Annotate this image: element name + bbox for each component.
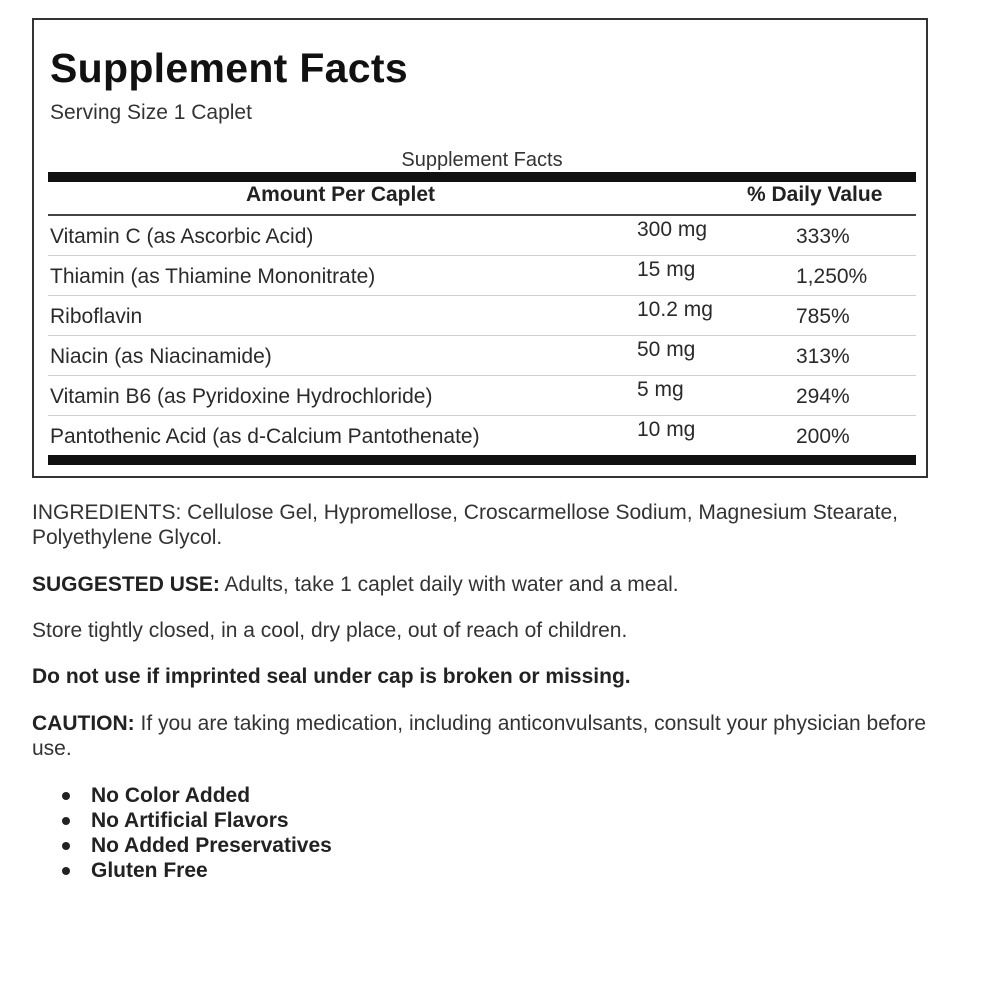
nutrient-daily-value: 1,250% (796, 265, 868, 288)
daily-value-header: % Daily Value (747, 183, 883, 206)
feature-label: No Added Preservatives (91, 834, 332, 857)
supplement-facts-panel (32, 18, 928, 478)
nutrient-amount: 10 mg (637, 418, 696, 441)
bullet-icon (62, 792, 70, 800)
list-item (58, 808, 332, 833)
table-row (48, 336, 916, 376)
nutrient-daily-value: 785% (796, 305, 850, 328)
nutrient-amount: 5 mg (637, 378, 684, 401)
feature-label: No Color Added (91, 784, 251, 807)
list-item (58, 858, 332, 883)
nutrient-name: Pantothenic Acid (as d-Calcium Pantothenate) (50, 425, 480, 448)
table-caption: Supplement Facts (401, 149, 563, 171)
table-header-row (50, 182, 914, 216)
nutrient-daily-value: 313% (796, 345, 850, 368)
ingredients-text: INGREDIENTS: Cellulose Gel, Hypromellose, Croscarmellose Sodium, Magnesium Stearate, Polyethylene Glycol. (32, 501, 898, 549)
table-row (48, 296, 916, 336)
nutrient-name: Vitamin B6 (as Pyridoxine Hydrochloride) (50, 385, 433, 408)
table-row (48, 216, 916, 256)
bullet-icon (62, 867, 70, 875)
list-item (58, 783, 332, 808)
caution-label: CAUTION: (32, 712, 135, 735)
list-item (58, 833, 332, 858)
feature-label: No Artificial Flavors (91, 809, 289, 832)
top-divider-bar (48, 172, 916, 182)
suggested-use-label: SUGGESTED USE: (32, 573, 220, 596)
nutrient-table-body (48, 216, 916, 456)
nutrient-amount: 10.2 mg (637, 298, 713, 321)
caution-text: If you are taking medication, including anticonvulsants, consult your physician before use. (32, 712, 927, 760)
table-row (48, 416, 916, 456)
bullet-icon (62, 817, 70, 825)
nutrient-amount: 300 mg (637, 218, 708, 241)
feature-list (58, 783, 332, 883)
nutrient-name: Thiamin (as Thiamine Mononitrate) (50, 265, 376, 288)
nutrient-amount: 50 mg (637, 338, 696, 361)
nutrient-daily-value: 294% (796, 385, 850, 408)
table-row (48, 376, 916, 416)
nutrient-name: Niacin (as Niacinamide) (50, 345, 272, 368)
storage-instructions: Store tightly closed, in a cool, dry place, out of reach of children. (32, 619, 628, 642)
feature-label: Gluten Free (91, 859, 208, 882)
suggested-use (32, 572, 942, 597)
bullet-icon (62, 842, 70, 850)
nutrient-amount: 15 mg (637, 258, 696, 281)
suggested-use-text: Adults, take 1 caplet daily with water and a meal. (219, 573, 679, 596)
nutrient-name: Vitamin C (as Ascorbic Acid) (50, 225, 314, 248)
seal-warning: Do not use if imprinted seal under cap is broken or missing. (32, 665, 631, 688)
nutrient-name: Riboflavin (50, 305, 143, 328)
bottom-divider-bar (48, 455, 916, 465)
caution-notice (32, 711, 942, 761)
amount-per-caplet-header: Amount Per Caplet (246, 183, 436, 206)
serving-size: Serving Size 1 Caplet (50, 101, 252, 124)
nutrient-daily-value: 200% (796, 425, 850, 448)
panel-title: Supplement Facts (50, 45, 408, 91)
nutrient-daily-value: 333% (796, 225, 850, 248)
table-row (48, 256, 916, 296)
